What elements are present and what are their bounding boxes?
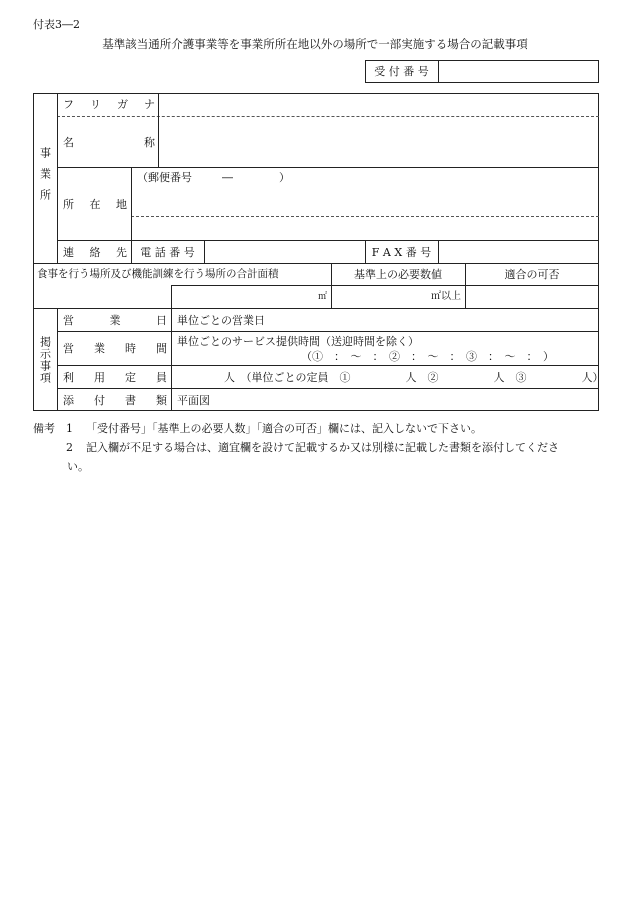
area-value-field[interactable]: ㎡ xyxy=(317,291,327,302)
receipt-number-field[interactable] xyxy=(439,61,598,82)
note-2-text: 記入欄が不足する場合は、適宜欄を設けて記載するか又は別様に記載した書類を添付してくださ xyxy=(86,441,559,454)
phone-label: 電 話 番 号 xyxy=(140,245,195,259)
furigana-field[interactable] xyxy=(159,94,598,116)
note-1-text: 「受付番号」「基準上の必要人数」「適合の可否」欄には、記入しないで下さい。 xyxy=(86,422,482,435)
business-days-field[interactable]: 単位ごとの営業日 xyxy=(177,313,265,327)
required-value-header: 基準上の必要数値 xyxy=(354,268,442,281)
business-hours-field[interactable]: （① ： ～ ： ② ： ～ ： ③ ： ～ ： ） xyxy=(301,350,554,363)
contact-label: 連 絡 先 xyxy=(63,245,127,259)
business-hours-label: 営 業 時 間 xyxy=(63,342,167,355)
address-label: 所 在 地 xyxy=(63,197,127,211)
office-name-label: 名 称 xyxy=(63,135,155,149)
fax-label: F A X 番 号 xyxy=(371,245,432,259)
business-hours-caption: 単位ごとのサービス提供時間（送迎時間を除く） xyxy=(177,335,419,348)
capacity-label: 利 用 定 員 xyxy=(63,370,167,384)
suitability-header: 適合の可否 xyxy=(504,268,560,281)
postal-code-field[interactable]: （郵便番号 ― ） xyxy=(137,171,290,184)
address-field[interactable] xyxy=(132,190,598,216)
office-section-label: 事業所 xyxy=(38,146,52,210)
business-days-label: 営 業 日 xyxy=(63,313,167,327)
notes-label: 備考 xyxy=(33,422,55,435)
note-2-continuation: い。 xyxy=(67,460,89,473)
note-2-number: 2 xyxy=(66,441,73,454)
area-label: 食事を行う場所及び機能訓練を行う場所の合計面積 xyxy=(37,268,279,281)
capacity-field[interactable]: 人 （単位ごとの定員 ① 人 ② 人 ③ 人） xyxy=(224,370,604,384)
office-name-field[interactable] xyxy=(159,117,598,167)
attached-documents-label: 添 付 書 類 xyxy=(63,393,167,407)
form-reference: 付表3―2 xyxy=(33,18,80,31)
suitability-field[interactable] xyxy=(466,286,598,308)
required-value-field[interactable]: ㎡以上 xyxy=(431,291,461,302)
fax-field[interactable] xyxy=(439,241,598,263)
phone-field[interactable] xyxy=(205,241,365,263)
furigana-label: フ リ ガ ナ xyxy=(63,98,155,111)
note-1-number: 1 xyxy=(66,422,73,435)
posted-items-section-label: 掲示事項 xyxy=(38,336,52,384)
page-title: 基準該当通所介護事業等を事業所所在地以外の場所で一部実施する場合の記載事項 xyxy=(102,37,528,51)
attached-documents-field[interactable]: 平面図 xyxy=(177,393,210,407)
receipt-number-label: 受 付 番 号 xyxy=(374,65,429,78)
